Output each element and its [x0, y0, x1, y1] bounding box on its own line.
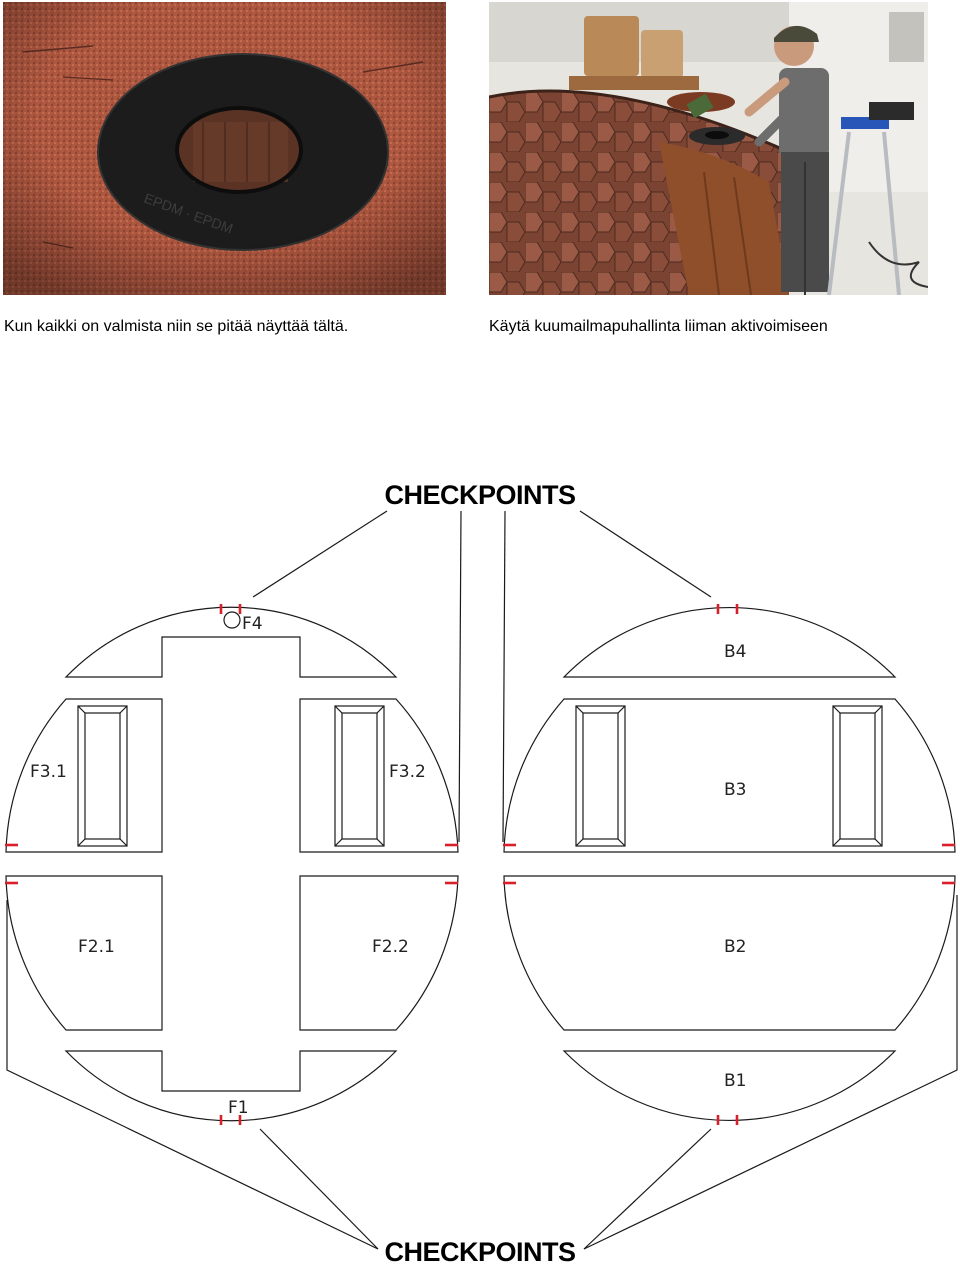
label-f3-2: F3.2 [389, 762, 426, 782]
label-f3-1: F3.1 [30, 762, 67, 782]
window-pane [342, 713, 377, 839]
panel-b3 [504, 699, 955, 852]
vent-hole-icon [224, 612, 240, 628]
panel-f3-2 [300, 699, 458, 852]
leader-line [459, 511, 461, 842]
leader-line [503, 511, 505, 842]
leader-line [580, 511, 711, 597]
checkpoints-heading-bottom: CHECKPOINTS [384, 1237, 576, 1264]
leader-line [584, 1129, 711, 1249]
window-pane [583, 713, 618, 839]
label-f2-1: F2.1 [78, 937, 115, 957]
label-b3: B3 [724, 780, 747, 800]
checkpoints-heading-top: CHECKPOINTS [384, 480, 576, 510]
label-b2: B2 [724, 937, 747, 957]
label-f4: F4 [242, 614, 263, 634]
window-pane [840, 713, 875, 839]
leader-line [7, 900, 378, 1249]
window-pane [85, 713, 120, 839]
panel-f4 [66, 607, 396, 677]
label-f2-2: F2.2 [372, 937, 409, 957]
photo-worker-heat-gun [489, 2, 928, 295]
caption-finished-roof: Kun kaikki on valmista niin se pitää näyttää tältä. [4, 318, 349, 335]
label-f1: F1 [228, 1098, 249, 1118]
caption-heat-gun: Käytä kuumailmapuhallinta liiman aktivoimiseen [489, 318, 828, 335]
photo-roof-collar [3, 2, 446, 295]
label-b4: B4 [724, 642, 747, 662]
label-b1: B1 [724, 1071, 747, 1091]
panel-diagram [0, 470, 960, 1264]
leader-line [260, 1129, 378, 1249]
leader-line [253, 511, 387, 597]
